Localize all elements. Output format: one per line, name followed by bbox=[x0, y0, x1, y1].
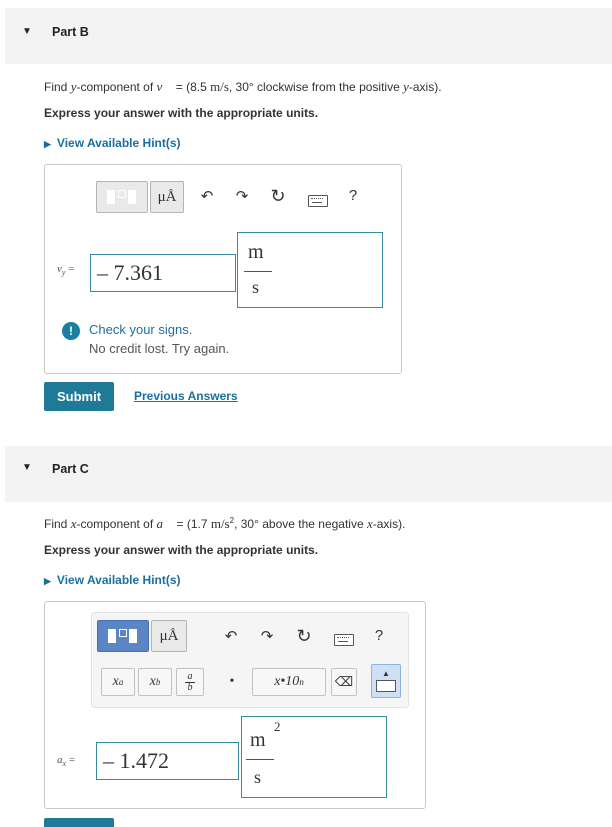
part-b-express-instruction: Express your answer with the appropriate units. bbox=[44, 106, 319, 120]
variable-label: $a_x$ = bbox=[57, 754, 76, 769]
redo-icon[interactable]: ↷ bbox=[235, 188, 249, 205]
help-icon[interactable]: ? bbox=[374, 627, 384, 644]
scientific-notation-button[interactable]: x•10 n bbox=[252, 668, 326, 696]
warning-icon: ! bbox=[62, 322, 80, 340]
units-button[interactable]: μÅ bbox=[151, 620, 187, 652]
part-b-question: Find y-component of v⃗ = (8.5 m/s, 30° clockwise from the positive y-axis). bbox=[44, 79, 442, 94]
undo-icon[interactable]: ↶ bbox=[224, 628, 238, 645]
delete-button[interactable] bbox=[331, 668, 357, 696]
expand-triangle-icon: ▶ bbox=[44, 576, 51, 586]
part-c-express-instruction: Express your answer with the appropriate units. bbox=[44, 543, 319, 557]
submit-button[interactable]: Submit bbox=[44, 382, 114, 411]
fraction-line bbox=[244, 271, 272, 272]
template-icon bbox=[106, 626, 140, 646]
part-c-title: Part C bbox=[52, 462, 89, 476]
value-input[interactable]: – 7.361 bbox=[90, 254, 236, 292]
part-b-answer-box bbox=[44, 164, 402, 374]
variable-label: $v_y$ = bbox=[57, 263, 75, 278]
subscript-button[interactable]: x b bbox=[138, 668, 172, 696]
keyboard-toggle-button[interactable] bbox=[371, 664, 401, 698]
template-button[interactable] bbox=[96, 181, 148, 213]
expand-triangle-icon: ▶ bbox=[44, 139, 51, 149]
superscript-button[interactable]: x a bbox=[101, 668, 135, 696]
fraction-line bbox=[246, 759, 274, 760]
part-c-question: Find x-component of a⃗ = (1.7 $m/s^2$, 30° above the negative x-axis). bbox=[44, 516, 406, 531]
template-icon bbox=[105, 187, 139, 207]
collapse-triangle-icon[interactable]: ▼ bbox=[22, 26, 32, 37]
undo-icon[interactable]: ↶ bbox=[200, 188, 214, 205]
part-c-hint-link[interactable]: ▶ View Available Hint(s) bbox=[44, 573, 181, 587]
help-icon[interactable]: ? bbox=[348, 187, 358, 204]
fraction-button[interactable]: a b bbox=[176, 668, 204, 696]
unit-input[interactable]: m s bbox=[237, 232, 383, 308]
feedback-title: Check your signs. bbox=[89, 322, 193, 337]
unit-input[interactable]: m 2 s bbox=[241, 716, 387, 798]
redo-icon[interactable]: ↷ bbox=[260, 628, 274, 645]
part-c-header[interactable] bbox=[5, 446, 612, 502]
caret-up-icon: ▲ bbox=[382, 669, 390, 678]
part-c-answer-box bbox=[44, 601, 426, 809]
part-b-header[interactable] bbox=[5, 8, 612, 64]
template-button[interactable] bbox=[97, 620, 149, 652]
reset-icon[interactable]: ↻ bbox=[270, 186, 286, 206]
keyboard-icon[interactable] bbox=[308, 195, 328, 207]
collapse-triangle-icon[interactable]: ▼ bbox=[22, 462, 32, 473]
feedback-message: No credit lost. Try again. bbox=[89, 341, 230, 356]
dot-button[interactable]: • bbox=[229, 674, 235, 689]
units-button[interactable]: μÅ bbox=[150, 181, 184, 213]
value-input[interactable]: – 1.472 bbox=[96, 742, 239, 780]
part-b-title: Part B bbox=[52, 25, 89, 39]
delete-icon: ⌫ bbox=[334, 674, 354, 690]
previous-answers-link[interactable]: Previous Answers bbox=[134, 389, 238, 403]
reset-icon[interactable]: ↻ bbox=[296, 626, 312, 646]
keyboard-icon bbox=[376, 680, 396, 692]
submit-button-partial[interactable] bbox=[44, 818, 114, 827]
keyboard-icon[interactable] bbox=[334, 634, 354, 646]
part-b-hint-link[interactable]: ▶ View Available Hint(s) bbox=[44, 136, 181, 150]
